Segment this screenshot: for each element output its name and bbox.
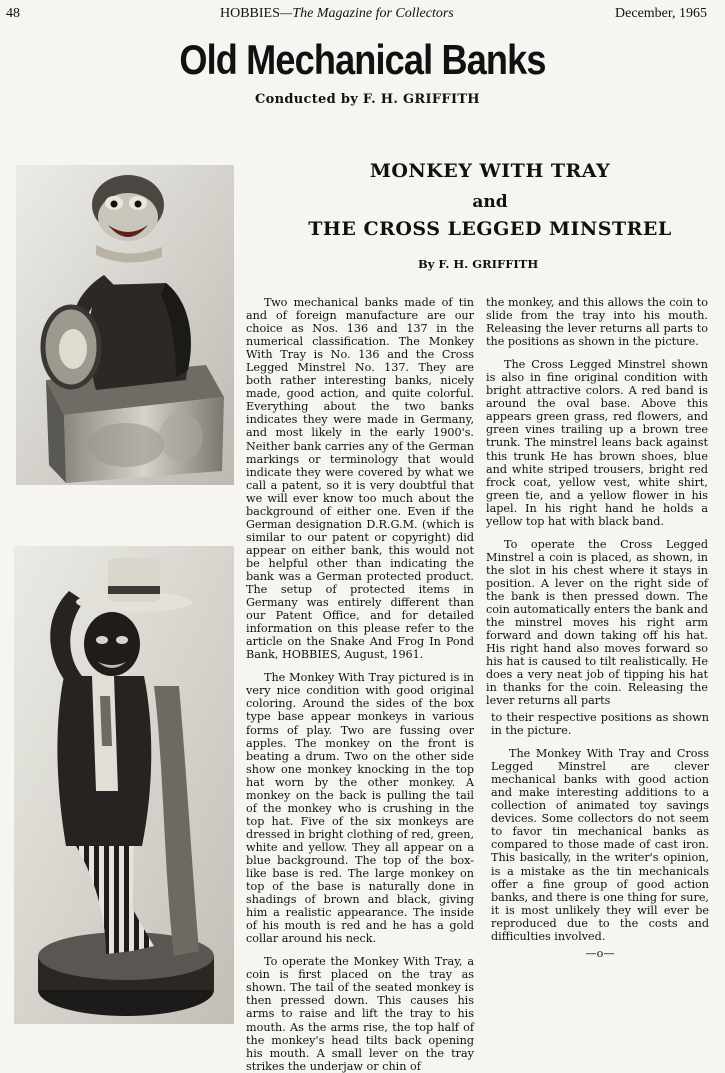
paragraph: The Monkey With Tray pictured is in very nice condition with good original coloring. Around the sides of the box type base appear monkeys in various forms of play. Two are fussing over apples. The monkey on the front is beating a drum. Two on the other side show one monkey knocking in the top hat worn by the other monkey. A monkey on the back is pulling the tail of the monkey who is crushing in the top hat. Five of the six monkeys are dressed in bright clothing of red, green, white and yellow. They all appear on a blue background. The top of the box-like base is red. The large monkey on top of the base is naturally done in shadings of brown and black, giving him a realistic appearance. The inside of his mouth is red and he has a gold collar around his neck. [246,671,474,946]
end-mark: —o— [585,946,615,960]
page-number: 48 [6,6,20,21]
monkey-with-tray-photo [16,165,234,485]
paragraph: to their respective positions as shown in the picture. [491,711,709,738]
article-title-line3: THE CROSS LEGGED MINSTREL [308,218,672,240]
conducted-by: Conducted by F. H. GRIFFITH [255,92,480,107]
article-title-line1: MONKEY WITH TRAY [369,160,611,182]
running-header [220,6,454,22]
paragraph: the monkey, and this allows the coin to slide from the tray into his mouth. Releasing the lever returns all parts to the positions as shown in the picture. [486,296,708,349]
article-column-2-top [486,296,708,707]
paragraph: To operate the Cross Legged Minstrel a coin is placed, as shown, in the slot in his chest where it stays in position. A lever on the right side of the bank is then pressed down. The coin automatically enters the bank and the minstrel moves his right arm forward and down taking off his hat. His right hand also moves forward so his hat is caused to tilt realistically. He does a very neat job of tipping his hat in thanks for the coin. Releasing the lever returns all parts [486,537,708,708]
article-column-1 [246,296,474,1073]
magazine-tagline: —The Magazine for Collectors [279,6,454,21]
issue-date: December, 1965 [615,6,707,21]
article-byline: By F. H. GRIFFITH [418,257,539,271]
paragraph: The Cross Legged Minstrel shown is also in fine original condition with bright attractive colors. A red band is around the oval base. Above this appears green grass, red flowers, and green vines trailing up a brown tree trunk. The minstrel leans back against this trunk He has brown shoes, blue and white striped trousers, bright red frock coat, yellow vest, white shirt, green tie, and a yellow flower in his lapel. In his right hand he holds a yellow top hat with black band. [486,358,708,528]
paragraph: The Monkey With Tray and Cross Legged Minstrel are clever mechanical banks with good action and make interesting additions to a collection of animated toy savings devices. Some collectors do not seem to favor tin mechanical banks as compared to those made of cast iron. This basically, in the writer's opinion, is a mistake as the tin mechanicals offer a fine group of good action banks, and there is one thing for sure, it is most unlikely they will ever be reproduced due to the costs and difficulties involved. [491,747,709,943]
article-title-line2: and [472,192,508,212]
article-column-2-bottom [491,711,709,960]
cross-legged-minstrel-photo [14,546,234,1024]
magazine-name: HOBBIES [220,6,280,21]
paragraph: Two mechanical banks made of tin and of foreign manufacture are our choice as Nos. 136 and 137 in the numerical classification. The Monkey With Tray is No. 136 and the Cross Legged Minstrel No. 137. They are both rather interesting banks, nicely made, good action, and quite colorful. Everything about the two banks indicates they were made in Germany, and most likely in the early 1900's. Neither bank carries any of the German markings or terminology that would indicate they were covered by what we call a patent, so it is very doubtful that we will ever know too much about the background of either one. Even if the German designation D.R.G.M. (which is similar to our patent or copyright) did appear on either bank, this would not be helpful other than indicating the bank was a German protected product. The setup of protected items in Germany was entirely different than our Patent Office, and for detailed information on this please refer to the article on the Snake And Frog In Pond Bank, HOBBIES, August, 1961. [246,296,474,662]
paragraph: To operate the Monkey With Tray, a coin is first placed on the tray as shown. The tail of the seated monkey is then pressed down. This causes his arms to raise and lift the tray to his mouth. As the arms rise, the top half of the monkey's head tilts back opening his mouth. A small lever on the tray strikes the underjaw or chin of [246,955,474,1073]
column-title: Old Mechanical Banks [179,36,546,83]
